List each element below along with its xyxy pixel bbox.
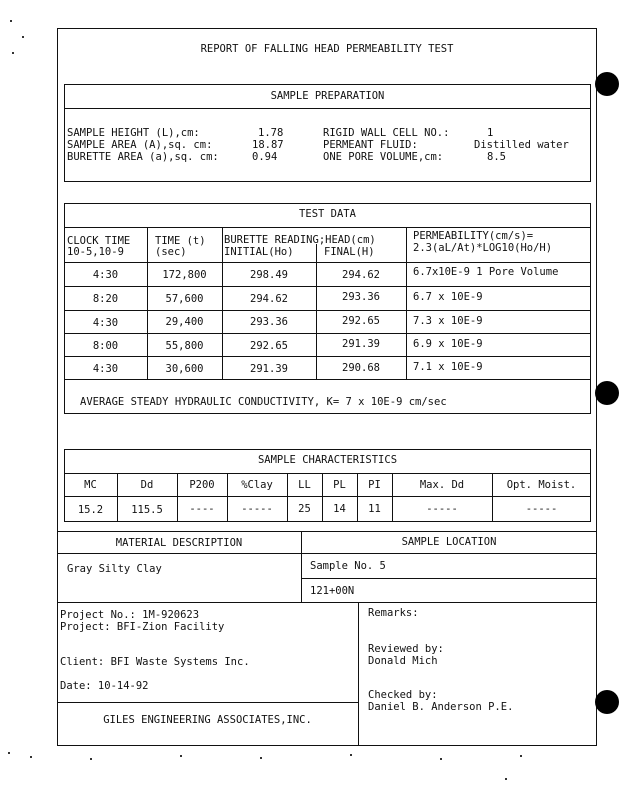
checked-name: Daniel B. Anderson P.E. bbox=[368, 701, 514, 713]
binder-hole-bottom bbox=[595, 690, 619, 714]
scan-speck bbox=[8, 752, 10, 754]
col-perm-header-1: PERMEABILITY(cm/s)= bbox=[413, 230, 534, 242]
col-clock-header-2: 10-5,10-9 bbox=[67, 246, 124, 258]
row-divider-4 bbox=[64, 356, 591, 357]
scan-speck bbox=[90, 758, 92, 760]
location-inner-line bbox=[301, 578, 597, 579]
row-4-time: 55,800 bbox=[165, 340, 204, 352]
checked-label: Checked by: bbox=[368, 689, 438, 701]
col-time-header-2: (sec) bbox=[155, 246, 187, 258]
row-1-clock: 4:30 bbox=[92, 269, 119, 281]
scan-speck bbox=[12, 52, 14, 54]
characteristics-divider bbox=[64, 473, 591, 474]
test-data-header-bottom bbox=[64, 262, 591, 263]
scan-speck bbox=[350, 754, 352, 756]
reviewed-label: Reviewed by: bbox=[368, 643, 444, 655]
project-number: Project No.: 1M-920623 bbox=[60, 609, 200, 621]
scan-speck bbox=[10, 20, 12, 22]
scan-speck bbox=[520, 755, 522, 757]
burette-area-value: 0.94 bbox=[252, 151, 278, 163]
row-5-final: 290.68 bbox=[342, 362, 380, 374]
row-1-perm: 6.7x10E-9 1 Pore Volume bbox=[413, 266, 559, 278]
pore-volume-label: ONE PORE VOLUME,cm: bbox=[323, 151, 444, 163]
characteristics-heading: SAMPLE CHARACTERISTICS bbox=[257, 454, 398, 466]
reviewed-name: Donald Mich bbox=[368, 655, 438, 667]
char-value-pl: 14 bbox=[333, 503, 346, 515]
row-4-perm: 6.9 x 10E-9 bbox=[413, 338, 483, 350]
char-header-clay: %Clay bbox=[241, 479, 273, 491]
char-value-clay: ----- bbox=[241, 503, 273, 515]
row-3-time: 29,400 bbox=[165, 316, 204, 328]
col-initial-header: INITIAL(Ho) bbox=[224, 246, 294, 258]
row-3-perm: 7.3 x 10E-9 bbox=[413, 315, 483, 327]
col-clock-header-1: CLOCK TIME bbox=[67, 235, 131, 247]
test-data-heading: TEST DATA bbox=[299, 208, 356, 220]
char-header-ll: LL bbox=[298, 479, 311, 491]
burette-area-label: BURETTE AREA (a),sq. cm: bbox=[67, 151, 219, 163]
sample-area-value: 18.87 bbox=[252, 139, 284, 151]
col-time-header-1: TIME (t) bbox=[155, 235, 206, 247]
scan-speck bbox=[22, 36, 24, 38]
remarks-label: Remarks: bbox=[368, 607, 419, 619]
row-5-initial: 291.39 bbox=[250, 363, 288, 375]
char-value-dd: 115.5 bbox=[131, 504, 163, 516]
col-burette-header: BURETTE READING;HEAD(cm) bbox=[224, 234, 376, 246]
char-value-opt-moist: ----- bbox=[525, 503, 558, 515]
scan-speck bbox=[30, 756, 32, 758]
char-header-dd: Dd bbox=[140, 479, 154, 491]
char-value-max-dd: ----- bbox=[426, 503, 458, 515]
characteristics-header-bottom bbox=[64, 496, 591, 497]
row-divider-5 bbox=[64, 379, 591, 380]
row-3-initial: 293.36 bbox=[250, 316, 288, 328]
row-5-perm: 7.1 x 10E-9 bbox=[413, 361, 483, 373]
row-2-initial: 294.62 bbox=[250, 293, 288, 305]
test-data-divider bbox=[64, 227, 591, 228]
row-1-time: 172,800 bbox=[162, 269, 207, 281]
row-3-final: 292.65 bbox=[342, 315, 380, 327]
cell-label: RIGID WALL CELL NO.: bbox=[323, 127, 450, 139]
row-2-time: 57,600 bbox=[165, 293, 204, 305]
sample-station: 121+00N bbox=[310, 585, 355, 597]
material-bottom-line bbox=[57, 602, 597, 603]
char-value-p200: ---- bbox=[189, 503, 215, 515]
sample-height-label: SAMPLE HEIGHT (L),cm: bbox=[67, 127, 200, 139]
char-header-p200: P200 bbox=[189, 479, 215, 491]
row-divider-1 bbox=[64, 286, 591, 287]
char-header-pl: PL bbox=[333, 479, 346, 491]
fluid-label: PERMEANT FLUID: bbox=[323, 139, 418, 151]
company-top-line bbox=[57, 702, 358, 703]
fluid-value: Distilled water bbox=[474, 139, 569, 151]
cell-value: 1 bbox=[487, 127, 494, 139]
row-1-initial: 298.49 bbox=[250, 269, 288, 281]
row-1-final: 294.62 bbox=[342, 269, 380, 281]
row-divider-2 bbox=[64, 310, 591, 311]
row-2-clock: 8:20 bbox=[92, 293, 119, 305]
scan-speck bbox=[505, 778, 507, 780]
material-description: Gray Silty Clay bbox=[67, 563, 162, 575]
material-heading-line bbox=[57, 553, 597, 554]
sample-number: Sample No. 5 bbox=[310, 560, 386, 572]
material-top-line bbox=[57, 531, 597, 532]
sample-area-label: SAMPLE AREA (A),sq. cm: bbox=[67, 139, 213, 151]
sample-preparation-heading: SAMPLE PREPARATION bbox=[270, 90, 385, 102]
scan-speck bbox=[260, 757, 262, 759]
row-divider-3 bbox=[64, 333, 591, 334]
client-name: Client: BFI Waste Systems Inc. bbox=[60, 656, 250, 668]
report-date: Date: 10-14-92 bbox=[60, 680, 149, 692]
col-divider-3 bbox=[316, 244, 317, 379]
row-5-clock: 4:30 bbox=[92, 363, 119, 375]
sample-preparation-divider bbox=[64, 108, 591, 109]
pore-volume-value: 8.5 bbox=[487, 151, 506, 163]
char-header-max-dd: Max. Dd bbox=[419, 479, 465, 491]
char-value-ll: 25 bbox=[298, 503, 311, 515]
project-remarks-divider bbox=[358, 602, 359, 746]
char-header-mc: MC bbox=[84, 479, 97, 491]
report-title: REPORT OF FALLING HEAD PERMEABILITY TEST bbox=[200, 43, 454, 55]
row-4-final: 291.39 bbox=[342, 338, 380, 350]
sample-height-value: 1.78 bbox=[258, 127, 284, 139]
row-3-clock: 4:30 bbox=[92, 317, 119, 329]
scan-speck bbox=[440, 758, 442, 760]
char-header-pi: PI bbox=[368, 479, 381, 491]
average-conductivity: AVERAGE STEADY HYDRAULIC CONDUCTIVITY, K= 7 x 10E-9 cm/sec bbox=[80, 396, 447, 408]
char-value-mc: 15.2 bbox=[77, 504, 104, 516]
row-2-final: 293.36 bbox=[342, 291, 380, 303]
col-perm-header-2: 2.3(aL/At)*LOG10(Ho/H) bbox=[413, 242, 553, 254]
binder-hole-middle bbox=[595, 381, 619, 405]
company-name: GILES ENGINEERING ASSOCIATES,INC. bbox=[103, 714, 312, 726]
material-heading: MATERIAL DESCRIPTION bbox=[115, 537, 243, 549]
scan-speck bbox=[180, 755, 182, 757]
char-value-pi: 11 bbox=[368, 503, 381, 515]
row-4-clock: 8:00 bbox=[92, 340, 119, 352]
row-5-time: 30,600 bbox=[165, 363, 204, 375]
row-2-perm: 6.7 x 10E-9 bbox=[413, 291, 483, 303]
binder-hole-top bbox=[595, 72, 619, 96]
char-header-opt-moist: Opt. Moist. bbox=[506, 479, 577, 491]
col-divider-4 bbox=[406, 227, 407, 379]
col-final-header: FINAL(H) bbox=[324, 246, 375, 258]
project-name: Project: BFI-Zion Facility bbox=[60, 621, 225, 633]
location-heading: SAMPLE LOCATION bbox=[401, 536, 497, 548]
row-4-initial: 292.65 bbox=[250, 340, 288, 352]
